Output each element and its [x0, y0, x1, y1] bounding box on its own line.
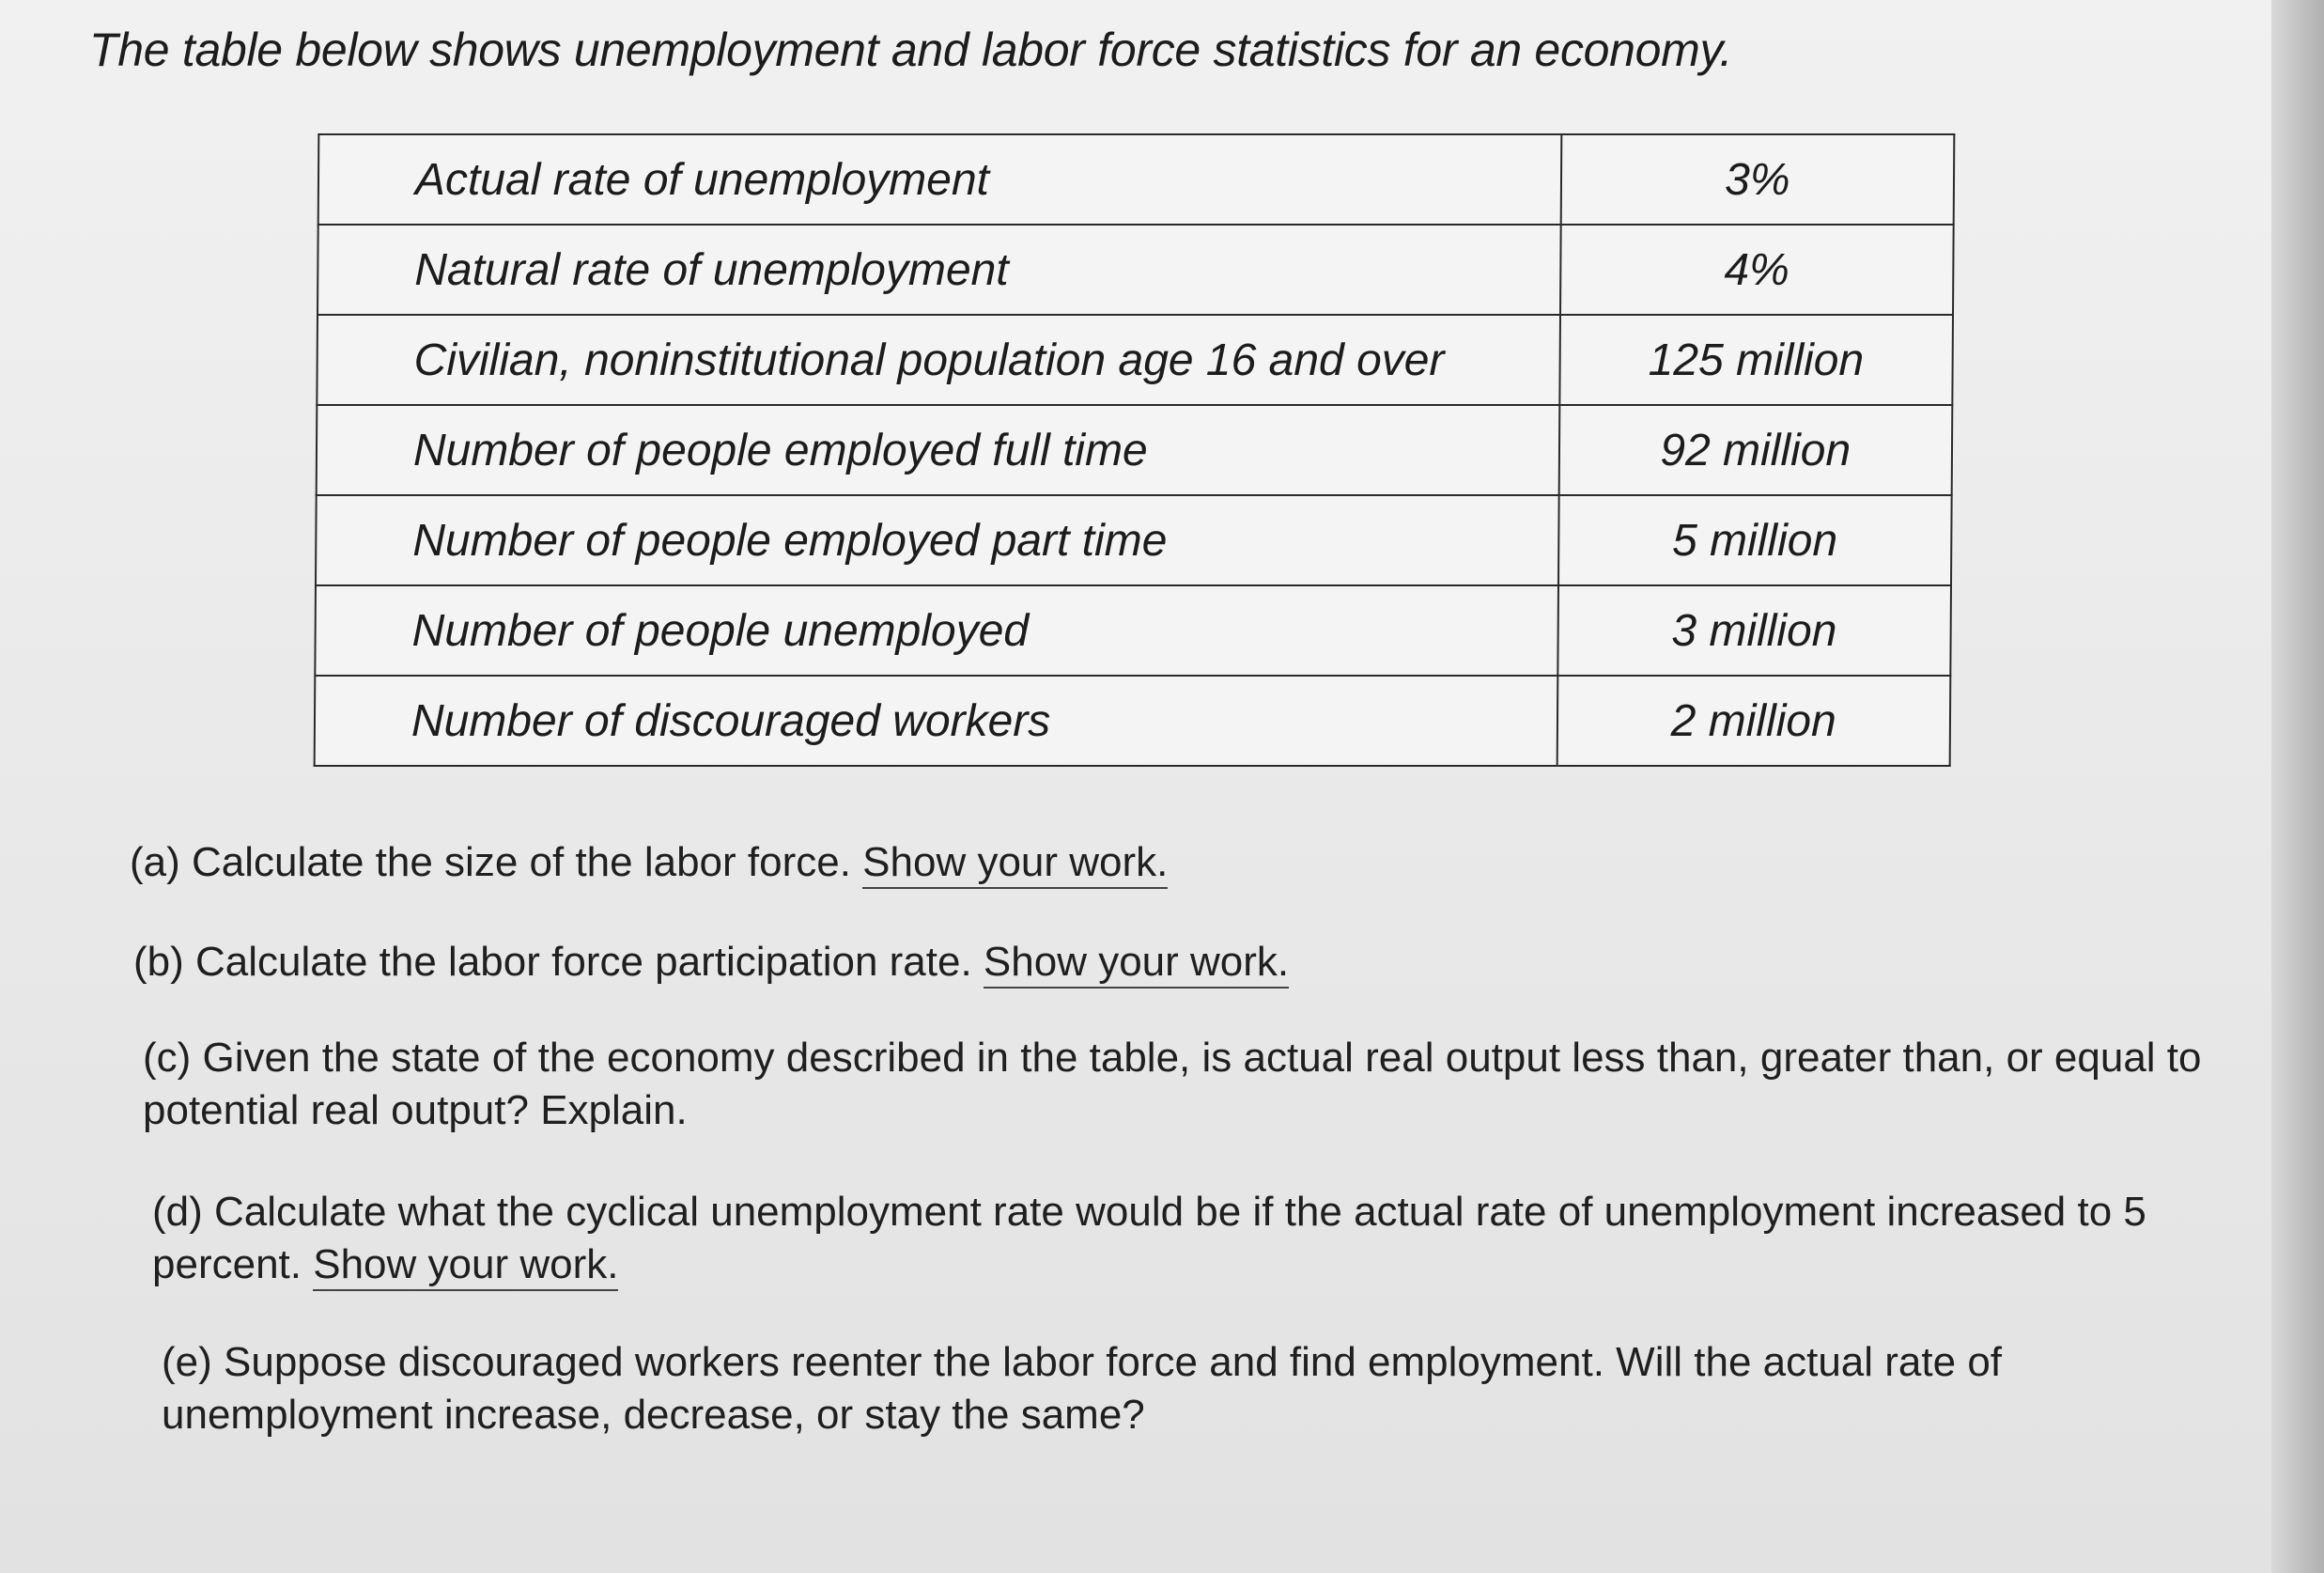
question-e-text: (e) Suppose discouraged workers reenter the labor force and find employment. Will the actual rate of unemployment increase, decrease, or stay the same?	[162, 1339, 2003, 1438]
question-d	[152, 1186, 2247, 1291]
table-row	[316, 495, 1952, 585]
table-row	[318, 134, 1955, 225]
row-label: Natural rate of unemployment	[318, 225, 1560, 315]
row-value: 5 million	[1558, 495, 1952, 585]
row-label: Number of discouraged workers	[315, 676, 1557, 766]
question-a	[130, 836, 1168, 889]
question-a-text: (a) Calculate the size of the labor force.	[130, 839, 863, 885]
table-row	[317, 315, 1953, 405]
row-value: 2 million	[1557, 676, 1950, 766]
question-b	[133, 936, 1289, 989]
row-value: 125 million	[1559, 315, 1953, 405]
row-value: 92 million	[1558, 405, 1952, 495]
intro-text: The table below shows unemployment and labor force statistics for an economy.	[89, 23, 1733, 76]
show-work-link-b[interactable]: Show your work.	[984, 939, 1289, 989]
question-c	[143, 1032, 2238, 1137]
row-label: Number of people employed part time	[316, 495, 1558, 585]
row-value: 3 million	[1557, 585, 1951, 676]
row-value: 4%	[1560, 225, 1954, 315]
question-c-text: (c) Given the state of the economy described in the table, is actual real output less than, greater than, or equal to potential real output? Explain.	[143, 1035, 2202, 1133]
table-row	[318, 225, 1954, 315]
table-row	[317, 405, 1953, 495]
table-row	[315, 585, 1951, 676]
row-label: Number of people employed full time	[317, 405, 1559, 495]
question-e	[162, 1336, 2228, 1441]
row-label: Number of people unemployed	[315, 585, 1557, 676]
statistics-table	[314, 133, 1956, 767]
show-work-link-d[interactable]: Show your work.	[313, 1241, 618, 1291]
row-label: Civilian, noninstitutional population age 16 and over	[317, 315, 1559, 405]
row-value: 3%	[1560, 134, 1954, 225]
row-label: Actual rate of unemployment	[318, 134, 1561, 225]
table-row	[315, 676, 1951, 766]
question-d-text: (d) Calculate what the cyclical unemployment rate would be if the actual rate of unemployment increased to 5 percent.	[152, 1189, 2146, 1287]
show-work-link-a[interactable]: Show your work.	[862, 839, 1168, 889]
page-edge-shadow	[2271, 0, 2324, 1573]
question-b-text: (b) Calculate the labor force participation rate.	[133, 939, 984, 985]
